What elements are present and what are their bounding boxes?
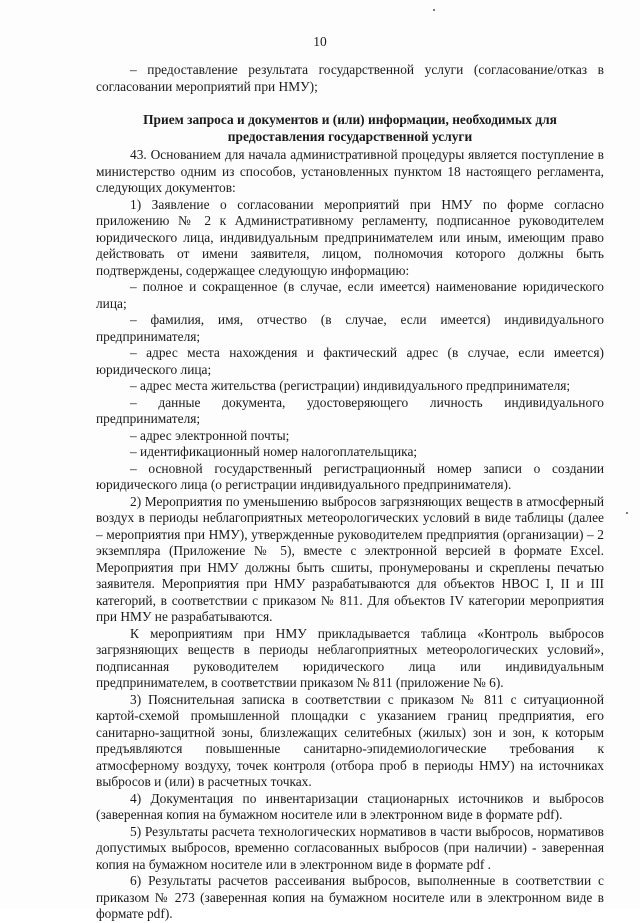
list-item-company-name: – полное и сокращенное (в случае, если имеется) наименование юридического лица; bbox=[96, 279, 604, 311]
list-item-residence-address: – адрес места жительства (регистрации) индивидуального предпринимателя; bbox=[130, 378, 571, 393]
list-item-email: – адрес электронной почты; bbox=[130, 427, 290, 443]
section-heading: Прием запроса и документов и (или) информации, необходимых для предоставления государственной услуги bbox=[143, 112, 557, 144]
item-1-application: 1) Заявление о согласовании мероприятий при НМУ по форме согласно приложению № 2 к Административному регламенту, подписанное руководителем юридического лица, индивидуальным предпринимателем или иным, имеющим право действовать от имени заявителя, лицом, полномочия которого должны быть подтверждены, содержащее следующую информацию: bbox=[96, 196, 604, 278]
document-body bbox=[96, 62, 604, 923]
item-2-measures: 2) Мероприятия по уменьшению выбросов загрязняющих веществ в атмосферный воздух в периоды неблагоприятных метеорологических условий в виде таблицы (далее – мероприятия при НМУ), утвержденные руководителем предприятия (организации) – 2 экземпляра (Приложение № 5), вместе с электронной версией в формате Excel. Мероприятия при НМУ должны быть сшиты, пронумерованы и скреплены печатью заявителя. Мероприятия при НМУ разрабатываются для объектов НВОС I, II и III категорий, в соответствии с приказом № 811. Для объектов IV категории мероприятия при НМУ не разрабатываются. bbox=[96, 493, 604, 624]
list-item-tax-number: – идентификационный номер налогоплательщика; bbox=[130, 444, 418, 459]
list-item-company-address: – адрес места нахождения и фактический адрес (в случае, если имеется) юридического лица; bbox=[96, 345, 604, 377]
paragraph-control-table: К мероприятиям при НМУ прикладывается таблица «Контроль выбросов загрязняющих веществ в периоды неблагоприятных метеорологических условий», подписанная руководителем юридического лица или индивидуальным предпринимателем, в соответствии приказом № 811 (приложение № 6). bbox=[96, 625, 604, 690]
intro-paragraph: – предоставление результата государственной услуги (согласование/отказ в согласовании мероприятий при НМУ); bbox=[96, 62, 604, 94]
scan-speck bbox=[626, 512, 628, 514]
scan-speck bbox=[433, 9, 435, 11]
list-item-registration-number: – основной государственный регистрационный номер записи о создании юридического лица (о регистрации индивидуального предпринимателя). bbox=[96, 460, 604, 492]
paragraph-43: 43. Основанием для начала административной процедуры является поступление в министерство одним из способов, установленных пунктом 18 настоящего регламента, следующих документов: bbox=[96, 147, 604, 195]
item-5-calculations: 5) Результаты расчета технологических нормативов в части выбросов, нормативов допустимых выбросов, временно согласованных выбросов (при наличии) - заверенная копия на бумажном носителе или в электронном виде в формате pdf . bbox=[96, 823, 604, 872]
page-number: 10 bbox=[313, 34, 327, 49]
item-3-explanatory-note: 3) Пояснительная записка в соответствии с приказом № 811 с ситуационной картой-схемой промышленной площадки с указанием границ предприятия, его санитарно-защитной зоны, близлежащих селитебных (жилых) зон и зон, к которым предъявляются повышенные санитарно-эпидемиологические требования к атмосферному воздуху, точек контроля (отбора проб в периоды НМУ) на источниках выбросов и (или) в расчетных точках. bbox=[96, 691, 604, 789]
list-item-entrepreneur-name: – фамилия, имя, отчество (в случае, если имеется) индивидуального предпринимателя; bbox=[96, 312, 604, 344]
item-4-inventory: 4) Документация по инвентаризации стационарных источников и выбросов (заверенная копия на бумажном носителе или в электронном виде в формате pdf). bbox=[96, 790, 604, 822]
list-item-identity-document: – данные документа, удостоверяющего личность индивидуального предпринимателя; bbox=[96, 394, 604, 426]
item-6-dispersion: 6) Результаты расчетов рассеивания выбросов, выполненные в соответствии с приказом № 273 (заверенная копия на бумажном носителе или в электронном виде в формате pdf). bbox=[96, 873, 604, 921]
